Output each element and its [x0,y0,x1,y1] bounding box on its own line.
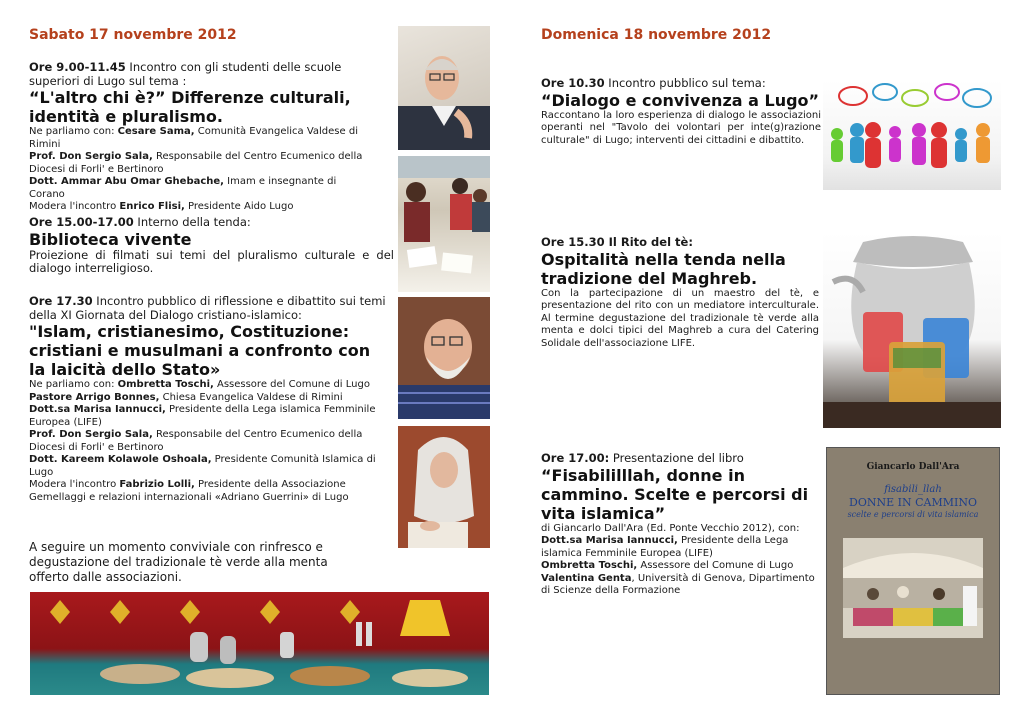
speaker-role: Assessore del Comune di Lugo [213,379,370,390]
event-intro: Incontro con gli studenti delle scuole superiori di Lugo sul tema : [29,60,342,88]
event-description: Raccontano la loro esperienza di dialogo le associazioni operanti nel "Tavolo dei volontari per inte(g)razione culturale" di Lugo; interventi dei cittadini e dibattito. [541,109,821,146]
event-time: Ore 10.30 [541,76,605,90]
event-title: Biblioteca vivente [29,229,192,249]
speaker-role: Presidente della Lega islamica Femminile Europea (LIFE) [29,404,376,428]
photo-speaker-2 [398,297,490,419]
event-description: Con la partecipazione di un maestro del tè, e presentazione del rito con un mediatore interculturale. Al termine degustazione del tradizionale tè verde alla menta e dolci tipici del Maghreb a cura del Catering Solidale dell'associazione LIFE. [541,287,819,349]
event-afternoon [29,216,394,276]
event-intro: Incontro pubblico di riflessione e dibattito sui temi della XI Giornata del Dialogo cristiano-islamico: [29,294,386,322]
event-morning [29,61,364,214]
speaker-name: Dott.sa Marisa Iannucci, [541,535,678,546]
closing-note: A seguire un momento conviviale con rinfresco e degustazione del tradizionale tè verde alla menta offerto dalle associazioni. [29,540,328,584]
left-date-heading: Sabato 17 novembre 2012 [29,27,237,43]
event-time: Ore 9.00-11.45 [29,60,126,74]
speaker-name: Dott.sa Marisa Iannucci, [29,404,166,415]
event-intro: Presentazione del libro [609,451,744,465]
book-title-top: fisabili_llah [884,484,942,495]
photo-dialogue-figures [823,80,1001,190]
speakers-prefix: Ne parliamo con: [29,379,118,390]
moderator-name: Enrico Flisi, [119,201,185,212]
event-time: Ore 17.30 [29,294,93,308]
photo-tea-glasses [823,232,1001,428]
speaker-role: Comunità Evangelica Valdese di Rimini [29,126,358,150]
event-intro: Incontro pubblico sul tema: [604,76,766,90]
speaker-name: Ombretta Toschi, [117,379,214,390]
speaker-role: Responsabile del Centro Ecumenico della Diocesi di Forli' e Bertinoro [29,429,363,453]
book-author: Giancarlo Dall'Ara [866,462,960,472]
speaker-name: Valentina Genta [541,572,632,584]
speaker-name: Dott. Kareem Kolawole Oshoala, [29,454,212,465]
photo-workshop [398,156,490,292]
speaker-name: Cesare Sama, [117,126,195,137]
event-tea-rite [541,236,819,350]
event-title: “Dialogo e convivenza a Lugo” [541,90,820,110]
speaker-name: Dott. Ammar Abu Omar Ghebache, [29,176,224,187]
speaker-name: Prof. Don Sergio Sala, [29,151,153,162]
event-time: Ore 15.30 Il Rito del tè: [541,235,693,249]
right-date-heading: Domenica 18 novembre 2012 [541,27,772,43]
event-sunday-morning [541,77,821,147]
moderator-name: Fabrizio Lolli, [119,479,195,490]
event-title: “L'altro chi è?” Differenze culturali, identità e pluralismo. [29,88,351,126]
speaker-role: Presidente della Lega islamica Femminile Europea (LIFE) [541,535,789,559]
photo-speaker-1 [398,26,490,150]
event-time: Ore 17.00: [541,451,610,465]
event-intro: Interno della tenda: [133,215,251,229]
moderator-prefix: Modera l'incontro [29,479,120,490]
speaker-name: Pastore Arrigo Bonnes, [29,391,160,403]
moderator-prefix: Modera l'incontro [29,201,120,212]
speaker-name: Ombretta Toschi, [541,560,638,571]
moderator-role: Presidente Aido Lugo [184,201,294,212]
speaker-role: , Università di Genova, Dipartimento di Scienze della Formazione [541,572,815,596]
event-title: "Islam, cristianesimo, Costituzione: cristiani e musulmani a confronto con la laicità dello Stato» [29,322,371,379]
book-title-main: DONNE IN CAMMINO [849,496,977,509]
speaker-role: Imam e insegnante di Corano [29,176,337,200]
speaker-role: Responsabile del Centro Ecumenico della Diocesi di Forli' e Bertinoro [29,151,363,175]
moderator-role: Presidente della Associazione Gemellaggi e relazioni internazionali «Adriano Guerrini» di Lugo [29,479,349,503]
speaker-role: Presidente Comunità Islamica di Lugo [29,454,376,478]
event-description: Proiezione di filmati sui temi del pluralismo culturale e del dialogo interreligioso. [29,247,394,275]
event-time: Ore 15.00-17.00 [29,215,134,229]
event-evening [29,295,389,504]
event-title: “Fisabililllah, donne in cammino. Scelte e percorsi di vita islamica” [541,465,809,523]
photo-speaker-3 [398,426,490,548]
event-book [541,452,821,598]
book-byline: di Giancarlo Dall'Ara (Ed. Ponte Vecchio 2012), con: [541,522,800,534]
book-cover [826,447,1000,695]
speaker-role: Assessore del Comune di Lugo [637,560,794,571]
speakers-prefix: Ne parliamo con: [29,126,118,137]
event-title: Ospitalità nella tenda nella tradizione del Maghreb. [541,249,786,288]
book-subtitle: scelte e percorsi di vita islamica [847,510,979,519]
photo-tea-table [30,592,489,695]
speaker-name: Prof. Don Sergio Sala, [29,429,153,440]
book-cover-photo [843,538,983,638]
speaker-role: Chiesa Evangelica Valdese di Rimini [159,391,343,403]
